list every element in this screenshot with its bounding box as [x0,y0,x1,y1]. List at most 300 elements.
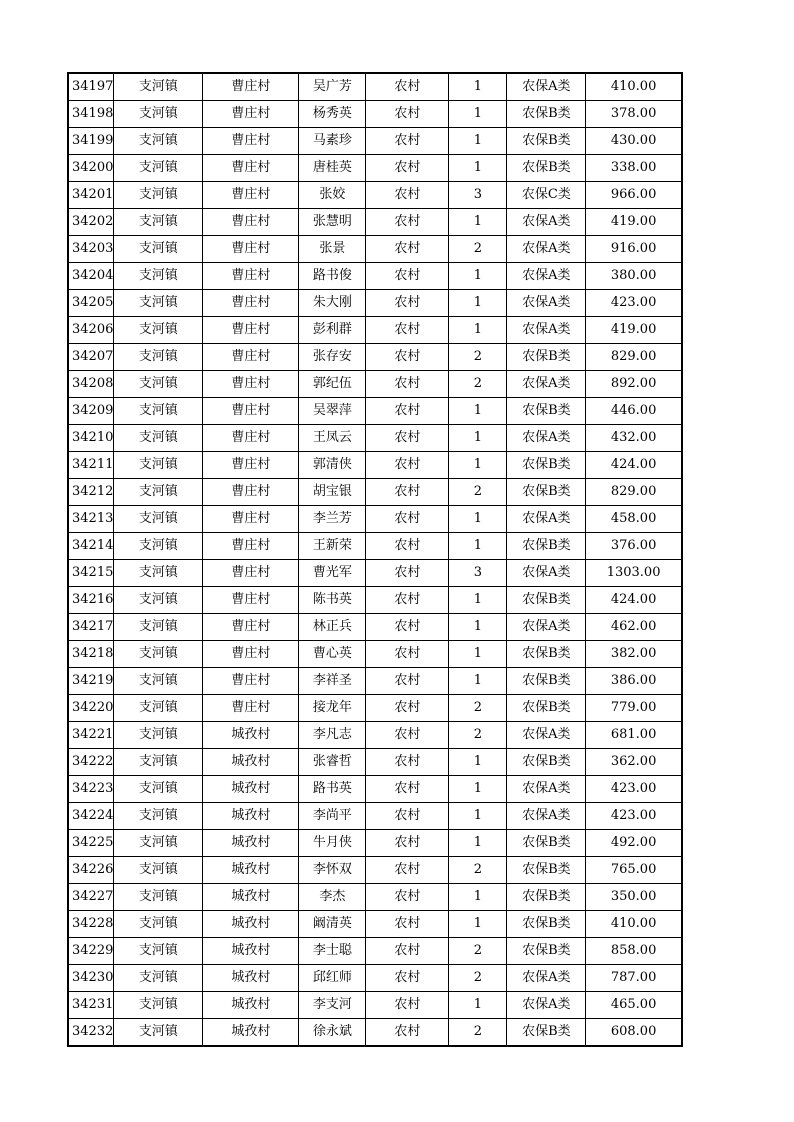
member-count-cell: 1 [449,290,507,317]
member-count-cell: 2 [449,722,507,749]
insurance-category-cell: 农保A类 [507,317,586,344]
name-cell: 李士聪 [299,938,366,965]
name-cell: 郭纪伍 [299,371,366,398]
table-row [68,101,682,128]
amount-cell: 446.00 [586,398,682,425]
village-cell: 曹庄村 [203,290,299,317]
amount-cell: 465.00 [586,992,682,1019]
record-id-cell: 34210 [68,425,114,452]
amount-cell: 423.00 [586,776,682,803]
household-type-cell: 农村 [366,101,449,128]
insurance-category-cell: 农保B类 [507,668,586,695]
village-cell: 城孜村 [203,749,299,776]
member-count-cell: 2 [449,938,507,965]
table-row [68,371,682,398]
member-count-cell: 3 [449,560,507,587]
record-id-cell: 34220 [68,695,114,722]
village-cell: 曹庄村 [203,614,299,641]
town-cell: 支河镇 [114,128,203,155]
insurance-category-cell: 农保A类 [507,506,586,533]
town-cell: 支河镇 [114,155,203,182]
member-count-cell: 2 [449,857,507,884]
table-row [68,965,682,992]
name-cell: 李尚平 [299,803,366,830]
amount-cell: 376.00 [586,533,682,560]
record-id-cell: 34202 [68,209,114,236]
insurance-category-cell: 农保B类 [507,857,586,884]
insurance-category-cell: 农保A类 [507,776,586,803]
household-type-cell: 农村 [366,1019,449,1047]
amount-cell: 765.00 [586,857,682,884]
table-row [68,695,682,722]
household-type-cell: 农村 [366,560,449,587]
amount-cell: 1303.00 [586,560,682,587]
name-cell: 路书俊 [299,263,366,290]
insurance-category-cell: 农保B类 [507,830,586,857]
village-cell: 城孜村 [203,992,299,1019]
amount-cell: 916.00 [586,236,682,263]
name-cell: 李杰 [299,884,366,911]
town-cell: 支河镇 [114,695,203,722]
member-count-cell: 1 [449,317,507,344]
town-cell: 支河镇 [114,614,203,641]
household-type-cell: 农村 [366,209,449,236]
name-cell: 吴广芳 [299,73,366,101]
record-id-cell: 34218 [68,641,114,668]
record-id-cell: 34200 [68,155,114,182]
town-cell: 支河镇 [114,263,203,290]
table-row [68,128,682,155]
town-cell: 支河镇 [114,938,203,965]
record-id-cell: 34229 [68,938,114,965]
insurance-category-cell: 农保B类 [507,884,586,911]
village-cell: 城孜村 [203,911,299,938]
household-type-cell: 农村 [366,749,449,776]
amount-cell: 681.00 [586,722,682,749]
household-type-cell: 农村 [366,533,449,560]
amount-cell: 779.00 [586,695,682,722]
amount-cell: 608.00 [586,1019,682,1047]
town-cell: 支河镇 [114,1019,203,1047]
member-count-cell: 1 [449,749,507,776]
household-type-cell: 农村 [366,641,449,668]
village-cell: 城孜村 [203,857,299,884]
town-cell: 支河镇 [114,452,203,479]
table-row [68,857,682,884]
town-cell: 支河镇 [114,533,203,560]
record-id-cell: 34204 [68,263,114,290]
insurance-category-cell: 农保B类 [507,533,586,560]
table-row [68,290,682,317]
table-row [68,236,682,263]
record-id-cell: 34215 [68,560,114,587]
amount-cell: 492.00 [586,830,682,857]
town-cell: 支河镇 [114,425,203,452]
record-id-cell: 34231 [68,992,114,1019]
insurance-category-cell: 农保B类 [507,641,586,668]
household-type-cell: 农村 [366,965,449,992]
town-cell: 支河镇 [114,722,203,749]
record-id-cell: 34209 [68,398,114,425]
amount-cell: 382.00 [586,641,682,668]
name-cell: 张姣 [299,182,366,209]
village-cell: 城孜村 [203,803,299,830]
village-cell: 曹庄村 [203,587,299,614]
member-count-cell: 1 [449,803,507,830]
table-row [68,344,682,371]
name-cell: 路书英 [299,776,366,803]
insurance-category-cell: 农保B类 [507,479,586,506]
table-row [68,506,682,533]
record-id-cell: 34213 [68,506,114,533]
record-id-cell: 34214 [68,533,114,560]
record-id-cell: 34216 [68,587,114,614]
member-count-cell: 1 [449,425,507,452]
village-cell: 曹庄村 [203,371,299,398]
village-cell: 曹庄村 [203,425,299,452]
village-cell: 曹庄村 [203,236,299,263]
record-id-cell: 34203 [68,236,114,263]
amount-cell: 423.00 [586,803,682,830]
town-cell: 支河镇 [114,182,203,209]
table-row [68,884,682,911]
member-count-cell: 1 [449,73,507,101]
village-cell: 曹庄村 [203,695,299,722]
insurance-category-cell: 农保A类 [507,209,586,236]
town-cell: 支河镇 [114,479,203,506]
member-count-cell: 1 [449,398,507,425]
insurance-category-cell: 农保B类 [507,587,586,614]
member-count-cell: 1 [449,587,507,614]
household-type-cell: 农村 [366,479,449,506]
table-row [68,182,682,209]
insurance-category-cell: 农保A类 [507,290,586,317]
town-cell: 支河镇 [114,236,203,263]
insurance-category-cell: 农保A类 [507,614,586,641]
name-cell: 马素珍 [299,128,366,155]
name-cell: 王新荣 [299,533,366,560]
name-cell: 李凡志 [299,722,366,749]
name-cell: 陈书英 [299,587,366,614]
table-row [68,830,682,857]
name-cell: 张存安 [299,344,366,371]
amount-cell: 410.00 [586,73,682,101]
name-cell: 邱红师 [299,965,366,992]
household-type-cell: 农村 [366,776,449,803]
town-cell: 支河镇 [114,73,203,101]
village-cell: 曹庄村 [203,641,299,668]
insurance-category-cell: 农保B类 [507,749,586,776]
member-count-cell: 2 [449,1019,507,1047]
village-cell: 城孜村 [203,722,299,749]
record-id-cell: 34226 [68,857,114,884]
record-id-cell: 34212 [68,479,114,506]
member-count-cell: 2 [449,695,507,722]
record-id-cell: 34224 [68,803,114,830]
name-cell: 李祥圣 [299,668,366,695]
record-id-cell: 34205 [68,290,114,317]
table-row [68,317,682,344]
household-type-cell: 农村 [366,317,449,344]
table-row [68,641,682,668]
member-count-cell: 1 [449,614,507,641]
insurance-category-cell: 农保A类 [507,992,586,1019]
household-type-cell: 农村 [366,587,449,614]
amount-cell: 432.00 [586,425,682,452]
record-id-cell: 34197 [68,73,114,101]
town-cell: 支河镇 [114,749,203,776]
household-type-cell: 农村 [366,425,449,452]
amount-cell: 362.00 [586,749,682,776]
table-row [68,533,682,560]
amount-cell: 829.00 [586,479,682,506]
record-id-cell: 34227 [68,884,114,911]
insurance-category-cell: 农保A类 [507,425,586,452]
town-cell: 支河镇 [114,587,203,614]
amount-cell: 430.00 [586,128,682,155]
record-id-cell: 34221 [68,722,114,749]
insurance-category-cell: 农保A类 [507,965,586,992]
household-type-cell: 农村 [366,263,449,290]
name-cell: 张景 [299,236,366,263]
village-cell: 城孜村 [203,776,299,803]
amount-cell: 378.00 [586,101,682,128]
name-cell: 李怀双 [299,857,366,884]
insurance-category-cell: 农保A类 [507,560,586,587]
town-cell: 支河镇 [114,911,203,938]
table-row [68,938,682,965]
name-cell: 徐永斌 [299,1019,366,1047]
town-cell: 支河镇 [114,290,203,317]
village-cell: 曹庄村 [203,398,299,425]
table-row [68,425,682,452]
member-count-cell: 1 [449,506,507,533]
household-type-cell: 农村 [366,911,449,938]
village-cell: 曹庄村 [203,128,299,155]
name-cell: 杨秀英 [299,101,366,128]
amount-cell: 458.00 [586,506,682,533]
amount-cell: 424.00 [586,452,682,479]
village-cell: 曹庄村 [203,209,299,236]
village-cell: 曹庄村 [203,317,299,344]
table-row [68,560,682,587]
amount-cell: 787.00 [586,965,682,992]
insurance-category-cell: 农保A类 [507,371,586,398]
household-type-cell: 农村 [366,236,449,263]
name-cell: 胡宝银 [299,479,366,506]
name-cell: 阚清英 [299,911,366,938]
record-id-cell: 34232 [68,1019,114,1047]
town-cell: 支河镇 [114,884,203,911]
name-cell: 张慧明 [299,209,366,236]
table-row [68,749,682,776]
household-type-cell: 农村 [366,938,449,965]
name-cell: 曹心英 [299,641,366,668]
record-id-cell: 34217 [68,614,114,641]
table-row [68,803,682,830]
member-count-cell: 1 [449,776,507,803]
town-cell: 支河镇 [114,776,203,803]
town-cell: 支河镇 [114,506,203,533]
name-cell: 接龙年 [299,695,366,722]
amount-cell: 423.00 [586,290,682,317]
table-row [68,1019,682,1047]
insurance-category-cell: 农保B类 [507,128,586,155]
insurance-category-cell: 农保A类 [507,803,586,830]
insurance-category-cell: 农保A类 [507,722,586,749]
member-count-cell: 1 [449,668,507,695]
insurance-category-cell: 农保B类 [507,1019,586,1047]
insurance-category-cell: 农保B类 [507,695,586,722]
amount-cell: 350.00 [586,884,682,911]
insurance-category-cell: 农保B类 [507,344,586,371]
village-cell: 曹庄村 [203,506,299,533]
member-count-cell: 1 [449,533,507,560]
member-count-cell: 2 [449,371,507,398]
member-count-cell: 2 [449,236,507,263]
name-cell: 唐桂英 [299,155,366,182]
name-cell: 李兰芳 [299,506,366,533]
amount-cell: 380.00 [586,263,682,290]
insurance-category-cell: 农保B类 [507,398,586,425]
town-cell: 支河镇 [114,344,203,371]
town-cell: 支河镇 [114,641,203,668]
member-count-cell: 1 [449,209,507,236]
table-row [68,73,682,101]
village-cell: 曹庄村 [203,263,299,290]
amount-cell: 338.00 [586,155,682,182]
village-cell: 城孜村 [203,965,299,992]
village-cell: 曹庄村 [203,533,299,560]
household-type-cell: 农村 [366,398,449,425]
member-count-cell: 2 [449,965,507,992]
insurance-category-cell: 农保B类 [507,452,586,479]
member-count-cell: 2 [449,479,507,506]
village-cell: 曹庄村 [203,182,299,209]
village-cell: 曹庄村 [203,452,299,479]
member-count-cell: 1 [449,155,507,182]
table-row [68,479,682,506]
town-cell: 支河镇 [114,965,203,992]
town-cell: 支河镇 [114,857,203,884]
household-type-cell: 农村 [366,695,449,722]
name-cell: 吴翠萍 [299,398,366,425]
amount-cell: 892.00 [586,371,682,398]
record-id-cell: 34230 [68,965,114,992]
household-type-cell: 农村 [366,290,449,317]
village-cell: 城孜村 [203,938,299,965]
town-cell: 支河镇 [114,317,203,344]
member-count-cell: 1 [449,911,507,938]
household-type-cell: 农村 [366,344,449,371]
household-type-cell: 农村 [366,992,449,1019]
name-cell: 牛月侠 [299,830,366,857]
member-count-cell: 1 [449,128,507,155]
member-count-cell: 1 [449,641,507,668]
household-type-cell: 农村 [366,182,449,209]
village-cell: 城孜村 [203,884,299,911]
record-id-cell: 34223 [68,776,114,803]
record-id-cell: 34201 [68,182,114,209]
town-cell: 支河镇 [114,209,203,236]
insurance-category-cell: 农保B类 [507,938,586,965]
village-cell: 曹庄村 [203,668,299,695]
amount-cell: 419.00 [586,209,682,236]
member-count-cell: 1 [449,830,507,857]
name-cell: 王凤云 [299,425,366,452]
town-cell: 支河镇 [114,398,203,425]
table-row [68,911,682,938]
household-type-cell: 农村 [366,722,449,749]
record-id-cell: 34211 [68,452,114,479]
table-row [68,263,682,290]
insurance-category-cell: 农保B类 [507,155,586,182]
amount-cell: 829.00 [586,344,682,371]
table-row [68,209,682,236]
insurance-category-cell: 农保A类 [507,236,586,263]
village-cell: 曹庄村 [203,560,299,587]
member-count-cell: 1 [449,884,507,911]
insurance-category-cell: 农保B类 [507,101,586,128]
town-cell: 支河镇 [114,803,203,830]
records-table [67,72,683,1047]
household-type-cell: 农村 [366,128,449,155]
amount-cell: 386.00 [586,668,682,695]
household-type-cell: 农村 [366,371,449,398]
record-id-cell: 34225 [68,830,114,857]
household-type-cell: 农村 [366,857,449,884]
member-count-cell: 1 [449,101,507,128]
name-cell: 曹光军 [299,560,366,587]
household-type-cell: 农村 [366,668,449,695]
record-id-cell: 34228 [68,911,114,938]
amount-cell: 966.00 [586,182,682,209]
village-cell: 曹庄村 [203,73,299,101]
record-id-cell: 34207 [68,344,114,371]
table-row [68,452,682,479]
table-row [68,587,682,614]
table-row [68,992,682,1019]
town-cell: 支河镇 [114,560,203,587]
village-cell: 城孜村 [203,1019,299,1047]
household-type-cell: 农村 [366,155,449,182]
member-count-cell: 3 [449,182,507,209]
amount-cell: 462.00 [586,614,682,641]
town-cell: 支河镇 [114,101,203,128]
member-count-cell: 1 [449,452,507,479]
town-cell: 支河镇 [114,668,203,695]
household-type-cell: 农村 [366,452,449,479]
name-cell: 彭利群 [299,317,366,344]
household-type-cell: 农村 [366,830,449,857]
insurance-category-cell: 农保B类 [507,911,586,938]
member-count-cell: 1 [449,263,507,290]
table-row [68,722,682,749]
village-cell: 曹庄村 [203,479,299,506]
village-cell: 曹庄村 [203,101,299,128]
household-type-cell: 农村 [366,803,449,830]
amount-cell: 858.00 [586,938,682,965]
amount-cell: 419.00 [586,317,682,344]
record-id-cell: 34222 [68,749,114,776]
member-count-cell: 1 [449,992,507,1019]
table-row [68,668,682,695]
name-cell: 朱大刚 [299,290,366,317]
name-cell: 李支河 [299,992,366,1019]
record-id-cell: 34208 [68,371,114,398]
household-type-cell: 农村 [366,884,449,911]
household-type-cell: 农村 [366,73,449,101]
